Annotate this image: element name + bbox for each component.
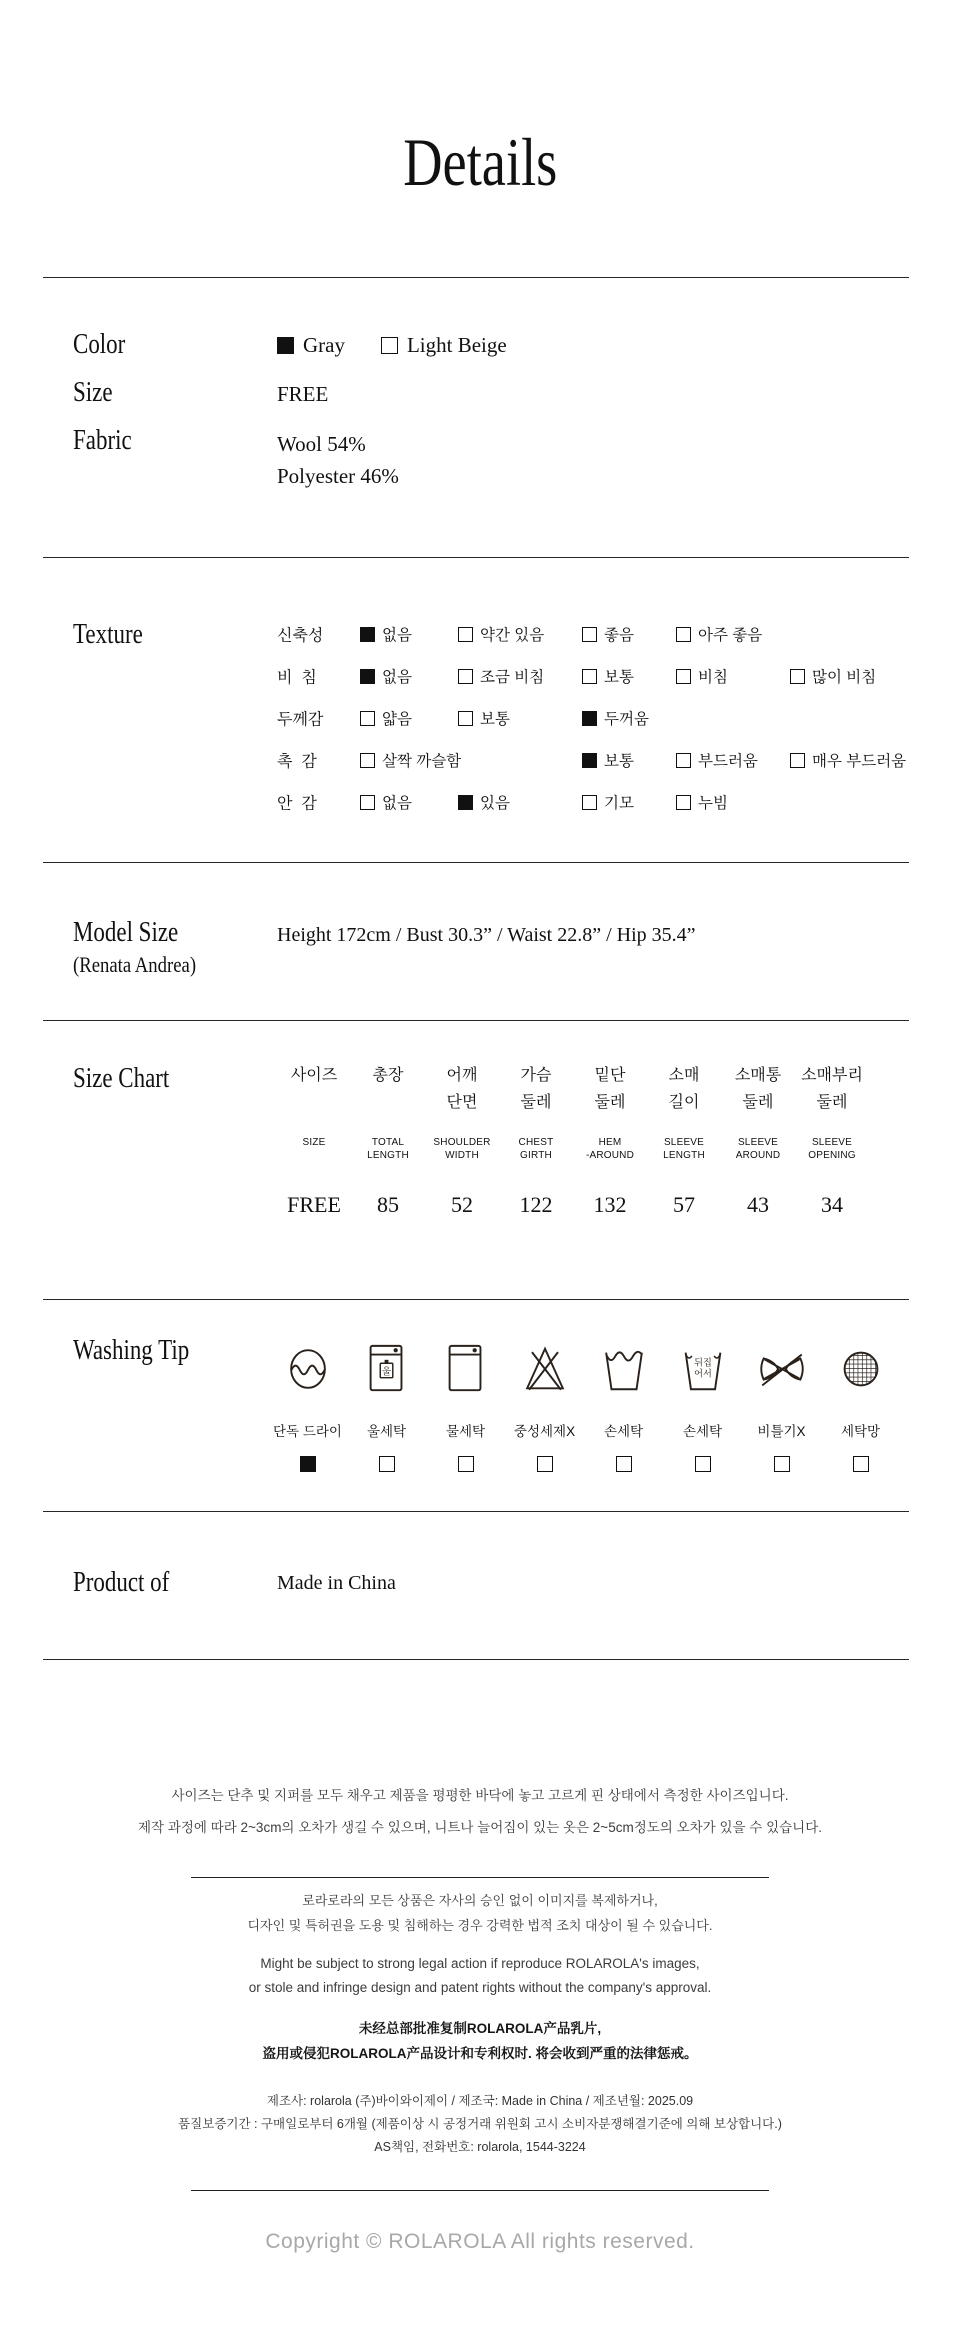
unchecked-box-icon bbox=[853, 1456, 869, 1472]
washing-item bbox=[663, 1342, 742, 1472]
texture-option-label: 부드러움 bbox=[698, 753, 758, 770]
size-chart-header-kr-line: 길이 bbox=[668, 1094, 700, 1111]
texture-option-label: 보통 bbox=[604, 753, 634, 770]
texture-option bbox=[360, 791, 412, 813]
texture-option-label: 보통 bbox=[480, 711, 510, 728]
unchecked-box-icon bbox=[616, 1456, 632, 1472]
page-title: Details bbox=[402, 124, 558, 200]
no-wring-icon bbox=[756, 1342, 808, 1396]
texture-option-label: 없음 bbox=[382, 795, 412, 812]
size-chart-header-kr-line: 사이즈 bbox=[290, 1067, 338, 1084]
texture-grid bbox=[277, 613, 917, 823]
checked-box-icon bbox=[582, 711, 597, 726]
washing-item bbox=[821, 1342, 900, 1472]
size-chart-column bbox=[351, 1062, 425, 1218]
texture-option bbox=[582, 623, 634, 645]
size-chart-value: FREE bbox=[287, 1192, 341, 1217]
unchecked-box-icon bbox=[676, 627, 691, 642]
washing-item-label: 중성세제X bbox=[513, 1424, 576, 1439]
washing-items bbox=[268, 1342, 900, 1472]
size-chart-header-kr bbox=[647, 1062, 721, 1128]
size-chart-header-kr-line: 어깨 bbox=[446, 1067, 478, 1084]
section-divider bbox=[43, 1511, 909, 1512]
hand-wash-inside-out-icon bbox=[677, 1342, 729, 1396]
unchecked-box-icon bbox=[379, 1456, 395, 1472]
section-divider bbox=[43, 1020, 909, 1021]
size-chart-column bbox=[795, 1062, 869, 1218]
svg-text:뒤집: 뒤집 bbox=[693, 1357, 712, 1368]
washing-item bbox=[347, 1342, 426, 1472]
texture-option-label: 보통 bbox=[604, 669, 634, 686]
size-chart-header-en-line: AROUND bbox=[735, 1150, 781, 1161]
size-chart-label: Size Chart bbox=[73, 1063, 170, 1094]
unchecked-box-icon bbox=[582, 795, 597, 810]
size-value: FREE bbox=[277, 382, 329, 406]
no-neutral-detergent-icon bbox=[519, 1342, 571, 1396]
model-size-value: Height 172cm / Bust 30.3” / Waist 22.8” / Hip 35.4” bbox=[277, 924, 696, 946]
texture-label: Texture bbox=[73, 619, 143, 650]
washing-item-label: 물세탁 bbox=[445, 1424, 486, 1439]
washing-item bbox=[268, 1342, 347, 1472]
size-chart-header-kr bbox=[351, 1062, 425, 1128]
size-chart-column bbox=[499, 1062, 573, 1218]
texture-option bbox=[582, 749, 634, 771]
wool-wash-machine-icon bbox=[361, 1342, 413, 1396]
color-option bbox=[381, 333, 507, 357]
fabric-line: Wool 54% bbox=[277, 432, 366, 456]
legal-notice-korean bbox=[0, 1888, 960, 1938]
size-chart-header-en-line: TOTAL bbox=[371, 1137, 405, 1148]
texture-option bbox=[790, 749, 906, 771]
size-chart-value: 132 bbox=[593, 1192, 627, 1217]
size-chart-value: 85 bbox=[377, 1192, 399, 1217]
size-chart-header-en-line: SLEEVE bbox=[811, 1137, 853, 1148]
size-chart-header-en-line: LENGTH bbox=[367, 1150, 409, 1161]
texture-option-label: 있음 bbox=[480, 795, 510, 812]
size-chart-header-en bbox=[499, 1128, 573, 1168]
size-note bbox=[0, 1780, 960, 1844]
water-wash-machine-icon bbox=[440, 1342, 492, 1396]
texture-option-label: 얇음 bbox=[382, 711, 412, 728]
size-chart-header-en bbox=[351, 1128, 425, 1168]
size-chart-header-kr-line: 소매 bbox=[668, 1067, 700, 1084]
washing-item-label: 단독 드라이 bbox=[273, 1424, 342, 1439]
texture-option bbox=[676, 665, 728, 687]
texture-row-label: 안 감 bbox=[277, 795, 317, 813]
size-chart-header-en bbox=[795, 1128, 869, 1168]
size-chart-header-kr bbox=[573, 1062, 647, 1128]
texture-option bbox=[582, 791, 634, 813]
size-chart-header-kr-line: 둘레 bbox=[742, 1094, 774, 1111]
texture-option bbox=[582, 665, 634, 687]
texture-row-label: 두께감 bbox=[277, 711, 324, 729]
washing-tip-label: Washing Tip bbox=[73, 1335, 190, 1366]
product-of-label: Product of bbox=[73, 1567, 170, 1598]
unchecked-box-icon bbox=[360, 753, 375, 768]
legal-notice-chinese bbox=[0, 2016, 960, 2066]
unchecked-box-icon bbox=[774, 1456, 790, 1472]
product-of-value: Made in China bbox=[277, 1572, 396, 1594]
size-chart-header-en bbox=[425, 1128, 499, 1168]
legal-kr-line: 로라로라의 모든 상품은 자사의 승인 없이 이미지를 복제하거나, bbox=[302, 1893, 658, 1908]
unchecked-box-icon bbox=[582, 627, 597, 642]
size-chart-header-en-line: OPENING bbox=[808, 1150, 856, 1161]
washing-item bbox=[742, 1342, 821, 1472]
legal-en-line: Might be subject to strong legal action if reproduce ROLAROLA's images, bbox=[260, 1956, 700, 1971]
checked-box-icon bbox=[300, 1456, 316, 1472]
size-chart-header-kr-line: 소매부리 bbox=[801, 1067, 863, 1084]
texture-option-label: 기모 bbox=[604, 795, 634, 812]
size-chart-header-kr-line: 단면 bbox=[446, 1094, 478, 1111]
texture-row bbox=[277, 655, 917, 697]
color-options bbox=[277, 333, 507, 357]
size-chart-column bbox=[573, 1062, 647, 1218]
color-label: Color bbox=[73, 329, 126, 360]
size-chart-header-kr-line: 밑단 bbox=[594, 1067, 626, 1084]
checked-box-icon bbox=[582, 753, 597, 768]
texture-option-label: 누빔 bbox=[698, 795, 728, 812]
footer-divider bbox=[191, 2190, 769, 2191]
texture-option-label: 많이 비침 bbox=[812, 669, 877, 686]
texture-option bbox=[458, 707, 510, 729]
washing-item bbox=[584, 1342, 663, 1472]
unchecked-box-icon bbox=[458, 711, 473, 726]
texture-option bbox=[458, 791, 510, 813]
size-label: Size bbox=[73, 377, 113, 408]
unchecked-box-icon bbox=[790, 669, 805, 684]
section-divider bbox=[43, 557, 909, 558]
fabric-label: Fabric bbox=[73, 425, 132, 456]
size-chart-header-en-line: WIDTH bbox=[445, 1150, 479, 1161]
color-swatch-unchecked-icon bbox=[381, 337, 398, 354]
unchecked-box-icon bbox=[360, 795, 375, 810]
washing-item bbox=[505, 1342, 584, 1472]
legal-cn-line: 盗用或侵犯ROLAROLA产品设计和专利权时. 将会收到严重的法律惩戒。 bbox=[262, 2046, 698, 2061]
texture-option-label: 아주 좋음 bbox=[698, 627, 763, 644]
size-chart-header-en-line: -AROUND bbox=[585, 1150, 635, 1161]
texture-option-label: 없음 bbox=[382, 669, 412, 686]
legal-kr-line: 디자인 및 특허권을 도용 및 침해하는 경우 강력한 법적 조치 대상이 될 수 있습니다. bbox=[247, 1918, 713, 1933]
texture-option bbox=[790, 665, 876, 687]
size-chart-header-kr-line: 둘레 bbox=[594, 1094, 626, 1111]
unchecked-box-icon bbox=[360, 711, 375, 726]
size-chart-header-kr-line: 둘레 bbox=[520, 1094, 552, 1111]
size-chart-header-en bbox=[647, 1128, 721, 1168]
size-chart-column bbox=[647, 1062, 721, 1218]
size-chart-header-kr bbox=[499, 1062, 573, 1128]
size-chart-header-en-line: SHOULDER bbox=[433, 1137, 491, 1148]
size-note-line: 제작 과정에 따라 2~3cm의 오차가 생길 수 있으며, 니트나 늘어짐이 있는 옷은 2~5cm정도의 오차가 있을 수 있습니다. bbox=[138, 1820, 822, 1835]
maker-info-line: 제조사: rolarola (주)바이와이제이 / 제조국: Made in China / 제조년월: 2025.09 bbox=[266, 2094, 694, 2108]
size-chart-header-en-line: SIZE bbox=[302, 1137, 326, 1148]
texture-option bbox=[676, 623, 762, 645]
size-chart-header-en bbox=[721, 1128, 795, 1168]
washing-item-label: 세탁망 bbox=[840, 1424, 881, 1439]
unchecked-box-icon bbox=[582, 669, 597, 684]
fabric-lines bbox=[277, 428, 399, 492]
size-chart-table bbox=[277, 1062, 869, 1218]
color-option-label: Gray bbox=[303, 333, 345, 357]
color-swatch-checked-icon bbox=[277, 337, 294, 354]
texture-option-label: 살짝 까슬함 bbox=[382, 753, 462, 770]
texture-row bbox=[277, 739, 917, 781]
size-chart-header-kr bbox=[795, 1062, 869, 1128]
texture-option bbox=[676, 749, 758, 771]
texture-option-label: 매우 부드러움 bbox=[812, 753, 907, 770]
legal-cn-line: 未经总部批准复制ROLAROLA产品乳片, bbox=[358, 2021, 602, 2036]
size-note-line: 사이즈는 단추 및 지퍼를 모두 채우고 제품을 평평한 바닥에 놓고 고르게 핀 상태에서 측정한 사이즈입니다. bbox=[171, 1788, 789, 1803]
size-chart-header-kr-line: 소매통 bbox=[734, 1067, 782, 1084]
washing-item-label: 손세탁 bbox=[682, 1424, 723, 1439]
unchecked-box-icon bbox=[676, 669, 691, 684]
size-chart-header-kr bbox=[277, 1062, 351, 1128]
unchecked-box-icon bbox=[676, 753, 691, 768]
hand-wash-icon bbox=[598, 1342, 650, 1396]
washing-item-label: 비틀기X bbox=[757, 1424, 806, 1439]
laundry-net-icon bbox=[835, 1342, 887, 1396]
size-chart-value: 52 bbox=[451, 1192, 473, 1217]
page-title-wrap bbox=[0, 126, 960, 198]
size-chart-column bbox=[425, 1062, 499, 1218]
texture-option bbox=[360, 707, 412, 729]
texture-option-label: 약간 있음 bbox=[480, 627, 545, 644]
texture-option-label: 없음 bbox=[382, 627, 412, 644]
unchecked-box-icon bbox=[458, 627, 473, 642]
size-chart-header-en bbox=[277, 1128, 351, 1168]
checked-box-icon bbox=[360, 669, 375, 684]
texture-option bbox=[582, 707, 649, 729]
size-chart-value: 43 bbox=[747, 1192, 769, 1217]
texture-row bbox=[277, 613, 917, 655]
texture-option-label: 두꺼움 bbox=[604, 711, 649, 728]
maker-info-line: AS책임, 전화번호: rolarola, 1544-3224 bbox=[374, 2140, 586, 2154]
unchecked-box-icon bbox=[676, 795, 691, 810]
washing-item-label: 울세탁 bbox=[366, 1424, 407, 1439]
legal-en-line: or stole and infringe design and patent rights without the company's approval. bbox=[248, 1980, 712, 1995]
fabric-line: Polyester 46% bbox=[277, 464, 399, 488]
size-chart-value: 57 bbox=[673, 1192, 695, 1217]
size-chart-value: 122 bbox=[519, 1192, 553, 1217]
texture-row-label: 비 침 bbox=[277, 669, 317, 687]
size-chart-header-en-line: GIRTH bbox=[520, 1150, 552, 1161]
footer-divider bbox=[191, 1877, 769, 1878]
unchecked-box-icon bbox=[790, 753, 805, 768]
texture-row bbox=[277, 781, 917, 823]
size-chart-header-en bbox=[573, 1128, 647, 1168]
texture-row bbox=[277, 697, 917, 739]
texture-option bbox=[458, 623, 544, 645]
texture-option bbox=[360, 665, 412, 687]
washing-item-label: 손세탁 bbox=[603, 1424, 644, 1439]
checked-box-icon bbox=[360, 627, 375, 642]
texture-option-label: 조금 비침 bbox=[480, 669, 545, 686]
section-divider bbox=[43, 1659, 909, 1660]
texture-option-label: 좋음 bbox=[604, 627, 634, 644]
color-option bbox=[277, 333, 345, 357]
size-chart-value: 34 bbox=[821, 1192, 843, 1217]
size-chart-header-en-line: SLEEVE bbox=[663, 1137, 705, 1148]
model-size-sub-label: (Renata Andrea) bbox=[73, 952, 197, 977]
texture-row-label: 신축성 bbox=[277, 627, 324, 645]
texture-row-label: 촉 감 bbox=[277, 753, 317, 771]
texture-option bbox=[458, 665, 544, 687]
color-option-label: Light Beige bbox=[406, 333, 507, 357]
washing-item bbox=[426, 1342, 505, 1472]
copyright-text: Copyright © ROLAROLA All rights reserved. bbox=[265, 2230, 695, 2253]
section-divider bbox=[43, 277, 909, 278]
svg-text:울: 울 bbox=[381, 1366, 391, 1378]
size-chart-header-kr bbox=[425, 1062, 499, 1128]
texture-option-label: 비침 bbox=[698, 669, 728, 686]
size-chart-column bbox=[277, 1062, 351, 1218]
size-chart-header-en-line: CHEST bbox=[518, 1137, 554, 1148]
texture-option bbox=[676, 791, 728, 813]
maker-info-line: 품질보증기간 : 구매일로부터 6개월 (제품이상 시 공정거래 위원회 고시 소비자분쟁해결기준에 의해 보상합니다.) bbox=[178, 2117, 782, 2131]
texture-option bbox=[360, 623, 412, 645]
section-divider bbox=[43, 1299, 909, 1300]
unchecked-box-icon bbox=[537, 1456, 553, 1472]
legal-notice-english bbox=[0, 1952, 960, 2000]
texture-option bbox=[360, 749, 461, 771]
manufacturer-info bbox=[0, 2090, 960, 2159]
dry-clean-circle-icon bbox=[282, 1342, 334, 1396]
unchecked-box-icon bbox=[458, 1456, 474, 1472]
model-size-label: Model Size bbox=[73, 917, 179, 948]
section-divider bbox=[43, 862, 909, 863]
size-chart-header-kr-line: 가슴 bbox=[520, 1067, 552, 1084]
size-chart-header-en-line: LENGTH bbox=[663, 1150, 705, 1161]
unchecked-box-icon bbox=[458, 669, 473, 684]
size-chart-header-en-line: SLEEVE bbox=[737, 1137, 779, 1148]
size-chart-header-kr bbox=[721, 1062, 795, 1128]
unchecked-box-icon bbox=[695, 1456, 711, 1472]
size-chart-header-kr-line: 둘레 bbox=[816, 1094, 848, 1111]
checked-box-icon bbox=[458, 795, 473, 810]
svg-text:어서: 어서 bbox=[693, 1368, 712, 1379]
size-chart-header-kr-line: 총장 bbox=[372, 1067, 404, 1084]
size-chart-header-en-line: HEM bbox=[598, 1137, 622, 1148]
size-chart-column bbox=[721, 1062, 795, 1218]
